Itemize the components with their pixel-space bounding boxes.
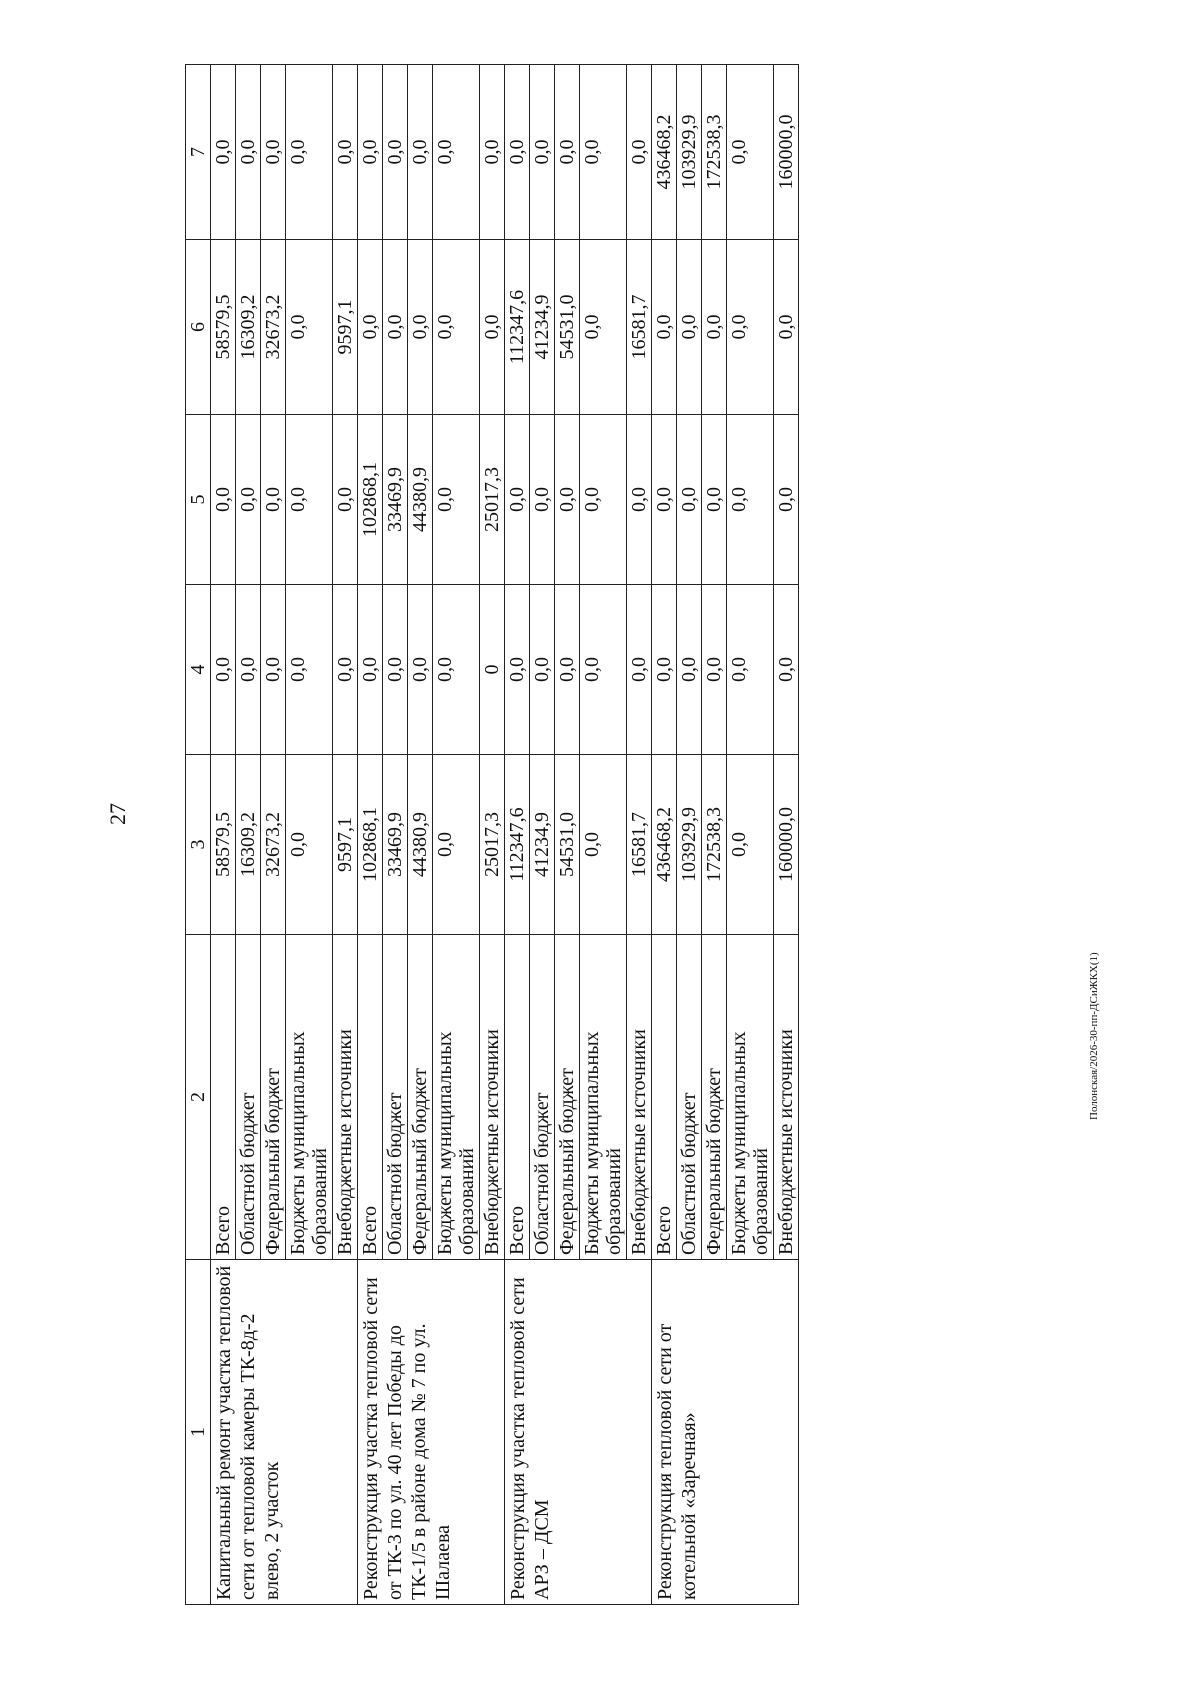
- value-cell: 0,0: [702, 240, 727, 415]
- rotated-table-container: [185, 65, 935, 1605]
- value-cell: 0,0: [433, 585, 480, 755]
- value-cell: 0,0: [530, 415, 555, 585]
- value-cell: 0,0: [580, 755, 627, 935]
- value-cell: 0,0: [261, 585, 286, 755]
- table-row: [652, 65, 677, 1605]
- value-cell: 0,0: [702, 415, 727, 585]
- funding-source-cell: Бюджеты муниципальных образований: [286, 935, 333, 1260]
- value-cell: 44380,9: [408, 415, 433, 585]
- value-cell: 16309,2: [236, 755, 261, 935]
- value-cell: 0,0: [505, 585, 530, 755]
- value-cell: 16309,2: [236, 240, 261, 415]
- value-cell: 0,0: [286, 585, 333, 755]
- value-cell: 0,0: [408, 585, 433, 755]
- value-cell: 0,0: [211, 585, 236, 755]
- value-cell: 54531,0: [555, 755, 580, 935]
- value-cell: 0,0: [627, 415, 652, 585]
- value-cell: 0,0: [433, 240, 480, 415]
- column-header: 7: [186, 65, 211, 240]
- funding-source-cell: Всего: [652, 935, 677, 1260]
- value-cell: 9597,1: [333, 240, 358, 415]
- value-cell: 103929,9: [677, 755, 702, 935]
- value-cell: 0,0: [433, 65, 480, 240]
- value-cell: 0,0: [333, 65, 358, 240]
- funding-source-cell: Федеральный бюджет: [555, 935, 580, 1260]
- column-header: 1: [186, 1260, 211, 1605]
- value-cell: 0,0: [727, 755, 774, 935]
- value-cell: 102868,1: [358, 755, 383, 935]
- value-cell: 0,0: [677, 240, 702, 415]
- value-cell: 33469,9: [383, 415, 408, 585]
- funding-source-cell: Областной бюджет: [530, 935, 555, 1260]
- value-cell: 0,0: [580, 65, 627, 240]
- value-cell: 0,0: [236, 415, 261, 585]
- value-cell: 33469,9: [383, 755, 408, 935]
- value-cell: 103929,9: [677, 65, 702, 240]
- table-body: [211, 65, 799, 1605]
- funding-source-cell: Областной бюджет: [383, 935, 408, 1260]
- project-name-cell: Капитальный ремонт участка тепловой сети от тепловой камеры ТК-8д-2 влево, 2 участок: [211, 1260, 358, 1605]
- column-header: 4: [186, 585, 211, 755]
- value-cell: 112347,6: [505, 755, 530, 935]
- project-name-cell: Реконструкция тепловой сети от котельной «Заречная»: [652, 1260, 799, 1605]
- value-cell: 0,0: [480, 65, 505, 240]
- value-cell: 0,0: [727, 415, 774, 585]
- value-cell: 0,0: [505, 65, 530, 240]
- value-cell: 0,0: [383, 65, 408, 240]
- value-cell: 0,0: [580, 415, 627, 585]
- value-cell: 32673,2: [261, 240, 286, 415]
- value-cell: 0: [480, 585, 505, 755]
- value-cell: 0,0: [261, 65, 286, 240]
- funding-source-cell: Всего: [211, 935, 236, 1260]
- value-cell: 0,0: [505, 415, 530, 585]
- column-header: 3: [186, 755, 211, 935]
- funding-table: [185, 64, 799, 1605]
- value-cell: 0,0: [286, 65, 333, 240]
- value-cell: 0,0: [702, 585, 727, 755]
- value-cell: 0,0: [236, 65, 261, 240]
- value-cell: 0,0: [383, 240, 408, 415]
- funding-source-cell: Всего: [358, 935, 383, 1260]
- value-cell: 58579,5: [211, 755, 236, 935]
- value-cell: 0,0: [652, 415, 677, 585]
- value-cell: 0,0: [358, 240, 383, 415]
- value-cell: 0,0: [433, 415, 480, 585]
- funding-source-cell: Бюджеты муниципальных образований: [433, 935, 480, 1260]
- value-cell: 0,0: [358, 585, 383, 755]
- value-cell: 160000,0: [774, 65, 799, 240]
- value-cell: 44380,9: [408, 755, 433, 935]
- value-cell: 0,0: [677, 585, 702, 755]
- value-cell: 0,0: [555, 585, 580, 755]
- value-cell: 9597,1: [333, 755, 358, 935]
- value-cell: 0,0: [727, 65, 774, 240]
- value-cell: 0,0: [555, 65, 580, 240]
- value-cell: 16581,7: [627, 240, 652, 415]
- project-name-cell: Реконструкция участка тепловой сети АРЗ – ДСМ: [505, 1260, 652, 1605]
- value-cell: 54531,0: [555, 240, 580, 415]
- value-cell: 0,0: [286, 240, 333, 415]
- value-cell: 41234,9: [530, 755, 555, 935]
- value-cell: 0,0: [652, 585, 677, 755]
- value-cell: 0,0: [408, 240, 433, 415]
- page-number: 27: [105, 803, 130, 825]
- value-cell: 0,0: [433, 755, 480, 935]
- value-cell: 0,0: [236, 585, 261, 755]
- value-cell: 0,0: [333, 415, 358, 585]
- funding-source-cell: Внебюджетные источники: [480, 935, 505, 1260]
- value-cell: 0,0: [580, 585, 627, 755]
- value-cell: 0,0: [530, 65, 555, 240]
- table-row: [211, 65, 236, 1605]
- value-cell: 0,0: [627, 585, 652, 755]
- funding-source-cell: Федеральный бюджет: [408, 935, 433, 1260]
- value-cell: 436468,2: [652, 65, 677, 240]
- value-cell: 0,0: [211, 65, 236, 240]
- value-cell: 0,0: [358, 65, 383, 240]
- document-footer: Полонская/2026-30-пп-ДСиЖКХ(1): [1088, 952, 1100, 1120]
- funding-source-cell: Федеральный бюджет: [261, 935, 286, 1260]
- funding-source-cell: Внебюджетные источники: [774, 935, 799, 1260]
- value-cell: 112347,6: [505, 240, 530, 415]
- column-header: 6: [186, 240, 211, 415]
- column-header: 5: [186, 415, 211, 585]
- project-name-cell: Реконструкция участка тепловой сети от ТК-3 по ул. 40 лет Победы до ТК-1/5 в районе дома № 7 по ул. Шалаева: [358, 1260, 505, 1605]
- value-cell: 0,0: [555, 415, 580, 585]
- value-cell: 102868,1: [358, 415, 383, 585]
- value-cell: 0,0: [333, 585, 358, 755]
- value-cell: 0,0: [580, 240, 627, 415]
- value-cell: 16581,7: [627, 755, 652, 935]
- value-cell: 0,0: [211, 415, 236, 585]
- funding-source-cell: Областной бюджет: [236, 935, 261, 1260]
- funding-source-cell: Бюджеты муниципальных образований: [727, 935, 774, 1260]
- header-row: [186, 65, 211, 1605]
- value-cell: 0,0: [727, 240, 774, 415]
- value-cell: 0,0: [530, 585, 555, 755]
- value-cell: 0,0: [480, 240, 505, 415]
- funding-source-cell: Всего: [505, 935, 530, 1260]
- value-cell: 58579,5: [211, 240, 236, 415]
- value-cell: 172538,3: [702, 755, 727, 935]
- value-cell: 25017,3: [480, 415, 505, 585]
- value-cell: 0,0: [286, 755, 333, 935]
- funding-source-cell: Областной бюджет: [677, 935, 702, 1260]
- value-cell: 0,0: [774, 415, 799, 585]
- value-cell: 160000,0: [774, 755, 799, 935]
- value-cell: 0,0: [383, 585, 408, 755]
- funding-source-cell: Федеральный бюджет: [702, 935, 727, 1260]
- value-cell: 41234,9: [530, 240, 555, 415]
- funding-source-cell: Внебюджетные источники: [627, 935, 652, 1260]
- value-cell: 0,0: [627, 65, 652, 240]
- value-cell: 0,0: [286, 415, 333, 585]
- value-cell: 0,0: [774, 240, 799, 415]
- value-cell: 0,0: [677, 415, 702, 585]
- funding-source-cell: Бюджеты муниципальных образований: [580, 935, 627, 1260]
- value-cell: 0,0: [408, 65, 433, 240]
- value-cell: 25017,3: [480, 755, 505, 935]
- table-row: [505, 65, 530, 1605]
- column-header: 2: [186, 935, 211, 1260]
- value-cell: 172538,3: [702, 65, 727, 240]
- table-row: [358, 65, 383, 1605]
- value-cell: 0,0: [261, 415, 286, 585]
- value-cell: 32673,2: [261, 755, 286, 935]
- value-cell: 0,0: [727, 585, 774, 755]
- value-cell: 0,0: [774, 585, 799, 755]
- funding-source-cell: Внебюджетные источники: [333, 935, 358, 1260]
- value-cell: 0,0: [652, 240, 677, 415]
- value-cell: 436468,2: [652, 755, 677, 935]
